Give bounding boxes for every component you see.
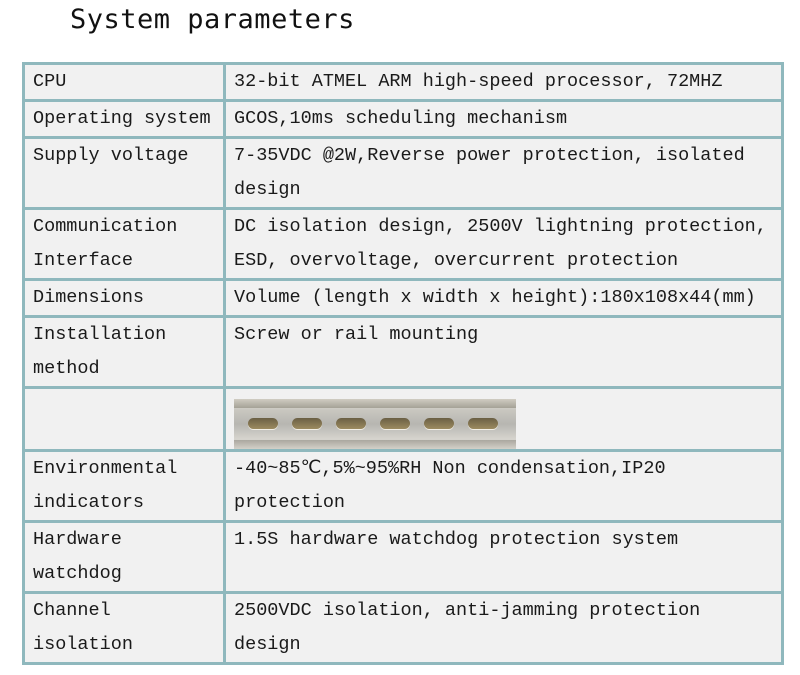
param-value-environmental-indicators: -40~85℃,5%~95%RH Non condensation,IP20 protection — [225, 451, 783, 522]
param-value-hardware-watchdog: 1.5S hardware watchdog protection system — [225, 522, 783, 593]
table-row — [24, 451, 783, 522]
table-row — [24, 388, 783, 451]
param-value-supply-voltage: 7-35VDC @2W,Reverse power protection, isolated design — [225, 138, 783, 209]
param-label-dimensions: Dimensions — [24, 280, 225, 317]
table-row — [24, 209, 783, 280]
param-label-channel-isolation: Channel isolation — [24, 593, 225, 664]
page-title: System parameters — [70, 4, 355, 35]
param-label-installation-method: Installation method — [24, 317, 225, 388]
param-value-operating-system: GCOS,10ms scheduling mechanism — [225, 101, 783, 138]
table-row — [24, 101, 783, 138]
table-row — [24, 522, 783, 593]
param-label-supply-voltage: Supply voltage — [24, 138, 225, 209]
param-value-dimensions: Volume (length x width x height):180x108x44(mm) — [225, 280, 783, 317]
param-value-installation-method: Screw or rail mounting — [225, 317, 783, 388]
param-label-empty — [24, 388, 225, 451]
din-rail-image-cell — [225, 388, 783, 451]
param-label-cpu: CPU — [24, 64, 225, 101]
param-label-communication-interface: Communication Interface — [24, 209, 225, 280]
table-row — [24, 138, 783, 209]
param-value-channel-isolation: 2500VDC isolation, anti-jamming protection design — [225, 593, 783, 664]
param-label-hardware-watchdog: Hardware watchdog — [24, 522, 225, 593]
table-row — [24, 64, 783, 101]
parameters-table — [22, 62, 784, 665]
table-row — [24, 280, 783, 317]
param-value-communication-interface: DC isolation design, 2500V lightning protection, ESD, overvoltage, overcurrent protection — [225, 209, 783, 280]
param-label-operating-system: Operating system — [24, 101, 225, 138]
param-label-environmental-indicators: Environmental indicators — [24, 451, 225, 522]
param-value-cpu: 32-bit ATMEL ARM high-speed processor, 72MHZ — [225, 64, 783, 101]
din-rail-image — [234, 399, 516, 449]
table-row — [24, 317, 783, 388]
table-row — [24, 593, 783, 664]
